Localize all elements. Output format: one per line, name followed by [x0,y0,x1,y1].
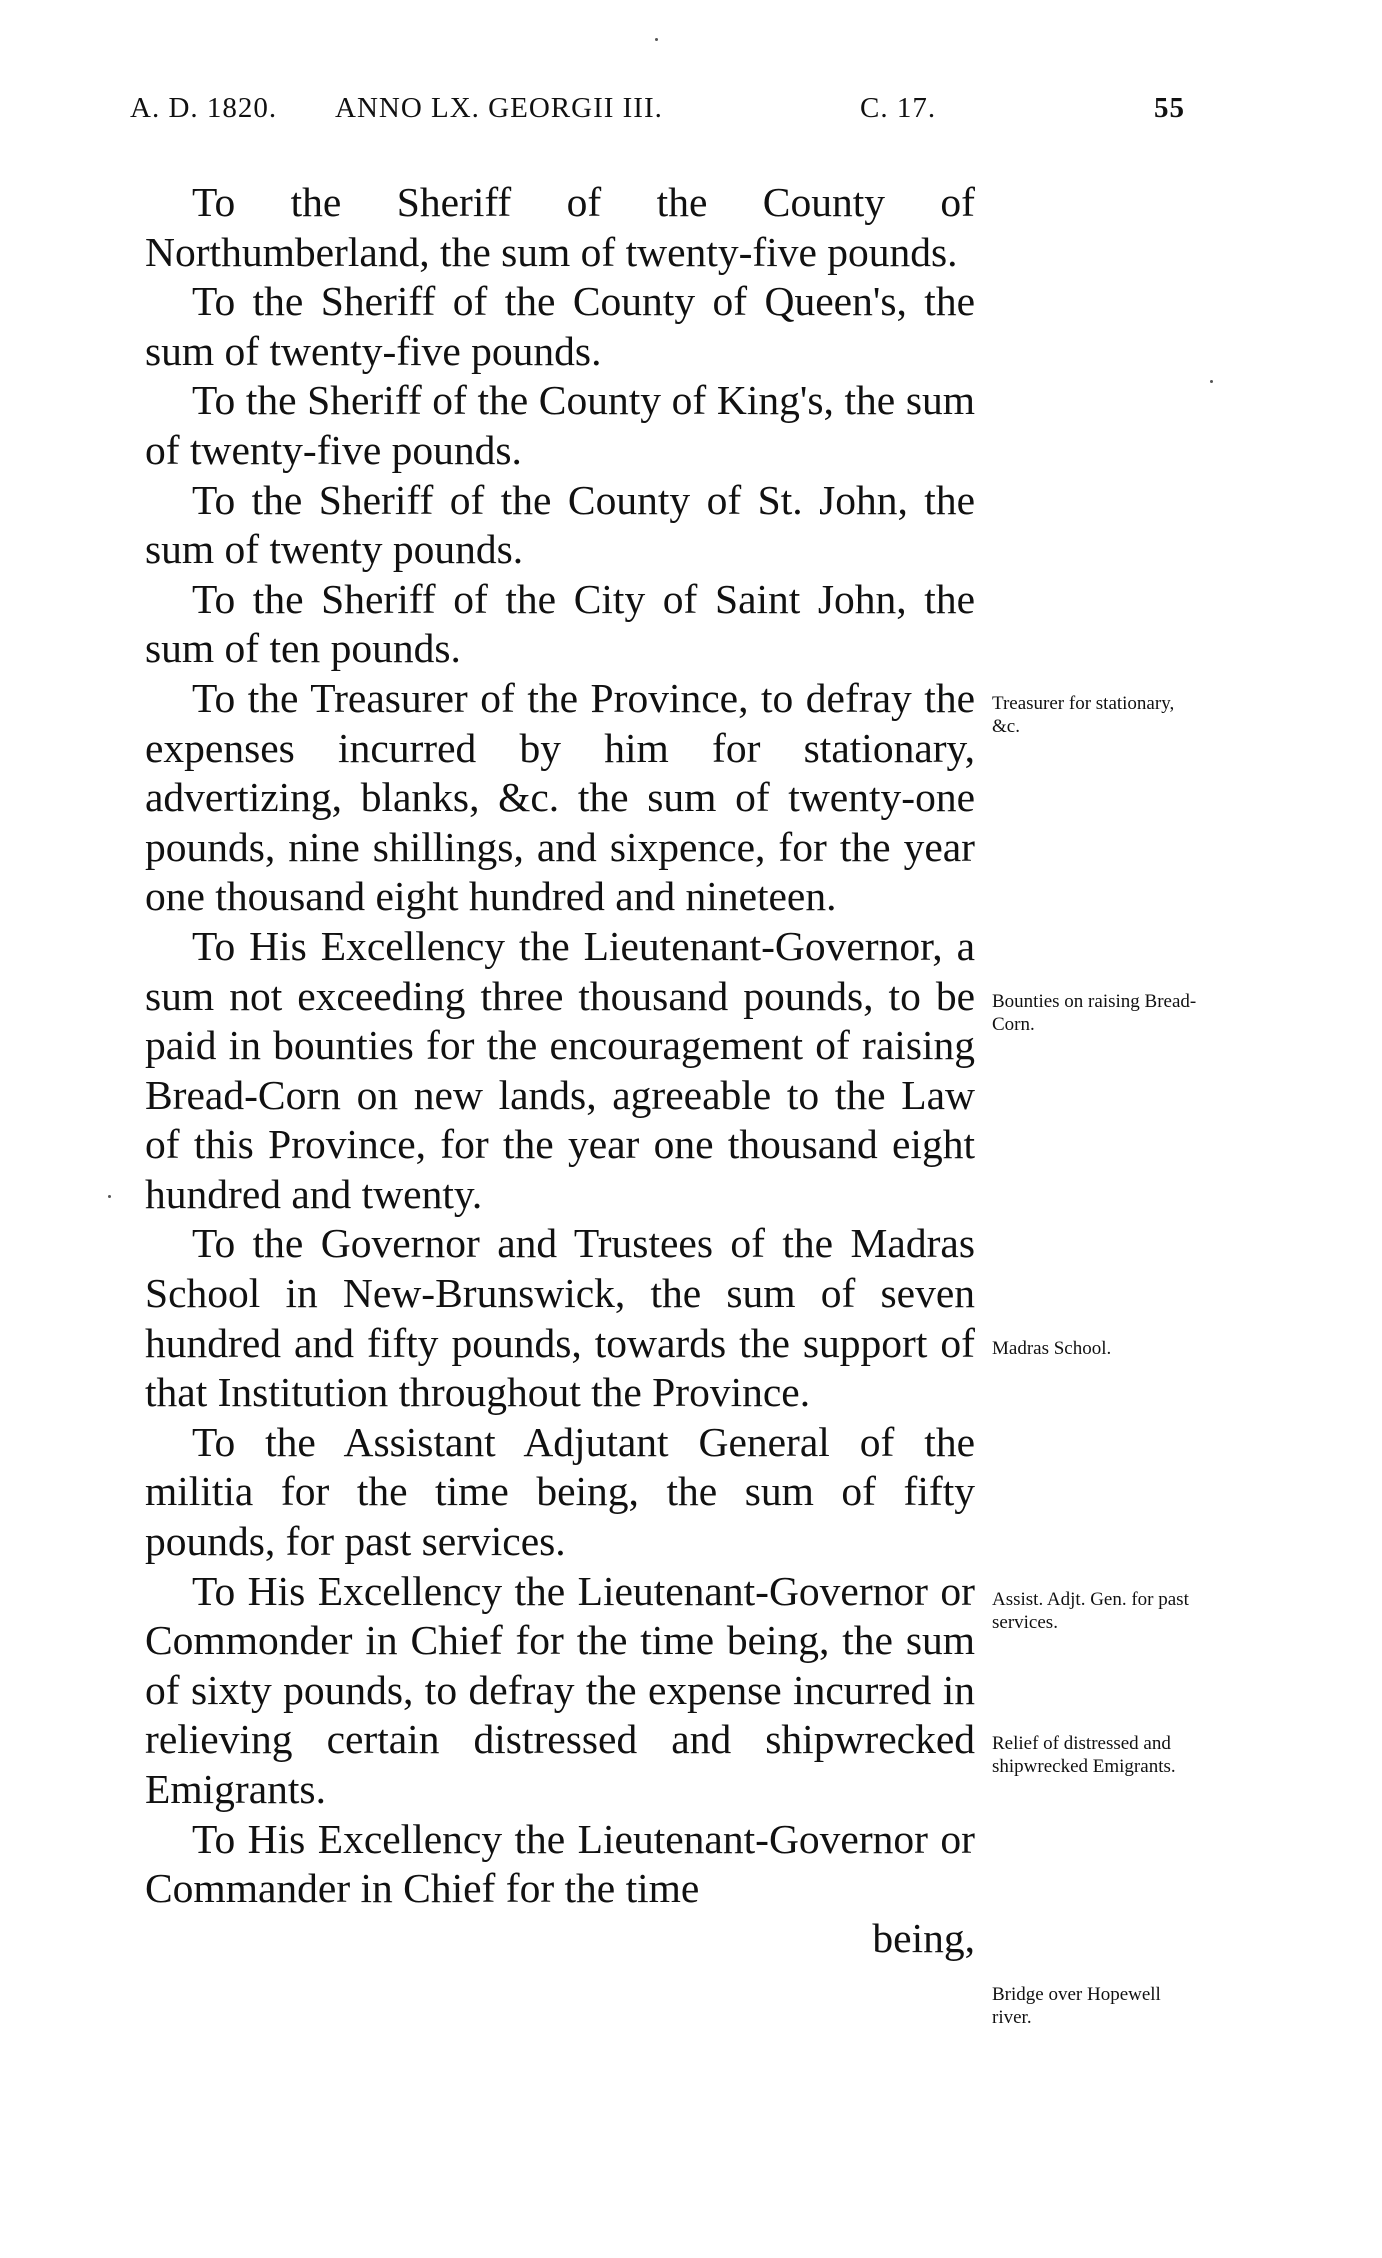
paragraph-bridge: To His Excellency the Lieutenant-Governor or Commander in Chief for the time [145,1815,975,1912]
margin-note-emigrants: Relief of distressed and shipwrecked Emigrants. [992,1733,1176,1777]
print-speck [655,38,658,41]
margin-note-madras-school: Madras School. [992,1338,1112,1359]
paragraph-madras-school: To the Governor and Trustees of the Madras School in New-Brunswick, the sum of seven hundred and fifty pounds, towards the support of that Institution throughout the Province. [145,1220,975,1416]
catchword: being, [872,1914,975,1961]
header-regnal-year: ANNO LX. GEORGII III. [335,92,663,124]
paragraph-queens: To the Sheriff of the County of Queen's, the sum of twenty-five pounds. [145,278,975,374]
page-number: 55 [1154,92,1185,124]
margin-note-adjutant: Assist. Adjt. Gen. for past services. [992,1589,1189,1633]
paragraph-adjutant-general: To the Assistant Adjutant General of the militia for the time being, the sum of fifty pounds, for past services. [145,1418,975,1565]
margin-note-treasurer: Treasurer for stationary, &c. [992,693,1175,737]
print-speck [1210,380,1213,383]
paragraph-kings: To the Sheriff of the County of King's, the sum of twenty-five pounds. [145,377,975,473]
paragraph-saint-john-city: To the Sheriff of the City of Saint John, the sum of ten pounds. [145,575,975,672]
paragraph-emigrants: To His Excellency the Lieutenant-Governor or Commonder in Chief for the time being, the sum of sixty pounds, to defray the expense incurred in relieving certain distressed and shipwrecked Emigrants. [145,1567,975,1812]
margin-note-bridge: Bridge over Hopewell river. [992,1984,1161,2028]
running-header [130,92,1185,132]
paragraph-northumberland: To the Sheriff of the County of Northumberland, the sum of twenty-five pounds. [145,179,975,275]
body-text [145,178,975,1963]
margin-note-bounties: Bounties on raising Bread-Corn. [992,991,1197,1035]
paragraph-bounties: To His Excellency the Lieutenant-Governor, a sum not exceeding three thousand pounds, to be paid in bounties for the encouragement of raising Bread-Corn on new lands, agreeable to the Law of this Province, for the year one thousand eight hundred and twenty. [145,922,975,1217]
paragraph-treasurer: To the Treasurer of the Province, to defray the expenses incurred by him for stationary, advertizing, blanks, &c. the sum of twenty-one pounds, nine shillings, and sixpence, for the year one thousand eight hundred and nineteen. [145,674,975,920]
paragraph-st-john-county: To the Sheriff of the County of St. John, the sum of twenty pounds. [145,476,975,573]
header-chapter: C. 17. [860,92,937,124]
header-date: A. D. 1820. [130,92,278,124]
print-speck [108,1195,111,1198]
